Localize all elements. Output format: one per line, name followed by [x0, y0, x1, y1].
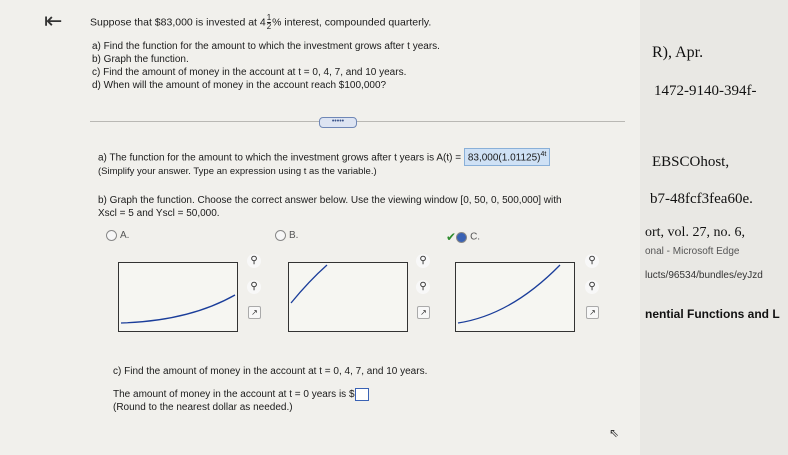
radio-icon[interactable]: [106, 230, 117, 241]
popout-icon[interactable]: ↗: [248, 306, 261, 319]
bg-text-2: 1472-9140-394f-: [654, 83, 757, 99]
bg-text-8: nential Functions and L: [645, 307, 780, 321]
question-parts: [92, 40, 440, 92]
part-c-prompt: The amount of money in the account at t = 0 years is $: [113, 388, 355, 400]
graph-a: [118, 262, 238, 332]
bg-text-4: b7-48fcf3fea60e.: [650, 191, 753, 207]
bg-text-6: onal - Microsoft Edge: [645, 246, 740, 257]
part-c-line3: (Round to the nearest dollar as needed.): [113, 402, 293, 414]
divider: [90, 121, 625, 122]
option-b[interactable]: [275, 230, 298, 241]
more-button[interactable]: •••••: [319, 117, 357, 128]
option-c[interactable]: [446, 230, 480, 244]
part-c-line2: [113, 388, 427, 402]
part-c-text: c) Find the amount of money in the account at t = 0, 4, 7, and 10 years.: [92, 67, 407, 78]
fraction-numerator: 1: [266, 13, 272, 22]
zoom-in-icon[interactable]: ⚲: [247, 254, 261, 268]
part-c: [113, 365, 427, 415]
part-b: [98, 195, 562, 220]
graph-b-plot: [289, 263, 407, 331]
part-a-text: a) Find the function for the amount to which the investment grows after t years.: [92, 41, 440, 52]
answer-a-label: a) The function for the amount to which the investment grows after t years is A(t) =: [98, 152, 462, 164]
graph-a-plot: [119, 263, 237, 331]
part-b-line1: b) Graph the function. Choose the correct answer below. Use the viewing window [0, 50, 0, 500,000] with: [98, 195, 562, 206]
option-a[interactable]: [106, 230, 129, 241]
question-suffix: % interest, compounded quarterly.: [272, 16, 432, 29]
answer-a-exponent: 4t: [540, 151, 547, 158]
part-b-line2: Xscl = 5 and Yscl = 50,000.: [98, 207, 220, 219]
bg-text-1: R), Apr.: [652, 44, 704, 61]
answer-a-box[interactable]: [464, 148, 551, 166]
fraction: [267, 14, 271, 31]
popout-icon[interactable]: ↗: [417, 306, 430, 319]
mouse-cursor-icon: ⇖: [609, 426, 620, 440]
back-arrow-icon[interactable]: ⇤: [44, 8, 63, 33]
radio-selected-icon[interactable]: [456, 232, 467, 243]
question-text: [90, 14, 431, 31]
answer-a: [98, 148, 550, 179]
part-d-text: d) When will the amount of money in the account reach $100,000?: [92, 80, 387, 91]
option-c-label: C.: [470, 231, 481, 243]
radio-icon[interactable]: [275, 230, 286, 241]
bg-text-7: lucts/96534/bundles/eyJzd: [645, 270, 763, 281]
part-c-line1: c) Find the amount of money in the account at t = 0, 4, 7, and 10 years.: [113, 366, 428, 377]
option-a-label: A.: [120, 230, 130, 242]
option-b-label: B.: [289, 230, 299, 242]
zoom-in-icon[interactable]: ⚲: [416, 254, 430, 268]
zoom-out-icon[interactable]: ⚲: [585, 280, 599, 294]
checkmark-icon: ✔: [446, 230, 457, 244]
amount-input[interactable]: [355, 388, 369, 401]
part-b-text: b) Graph the function.: [92, 54, 189, 65]
question-prefix: Suppose that $83,000 is invested at 4: [90, 16, 266, 29]
graph-c: [455, 262, 575, 332]
zoom-out-icon[interactable]: ⚲: [247, 280, 261, 294]
zoom-out-icon[interactable]: ⚲: [416, 280, 430, 294]
fraction-denominator: 2: [266, 22, 272, 31]
graph-b: [288, 262, 408, 332]
graph-c-plot: [456, 263, 574, 331]
bg-text-3: EBSCOhost,: [652, 154, 730, 170]
answer-a-note: (Simplify your answer. Type an expression using t as the variable.): [98, 166, 377, 178]
bg-text-5: ort, vol. 27, no. 6,: [645, 225, 745, 240]
answer-a-value: 83,000(1.01125): [467, 152, 541, 164]
popout-icon[interactable]: ↗: [586, 306, 599, 319]
zoom-in-icon[interactable]: ⚲: [585, 254, 599, 268]
